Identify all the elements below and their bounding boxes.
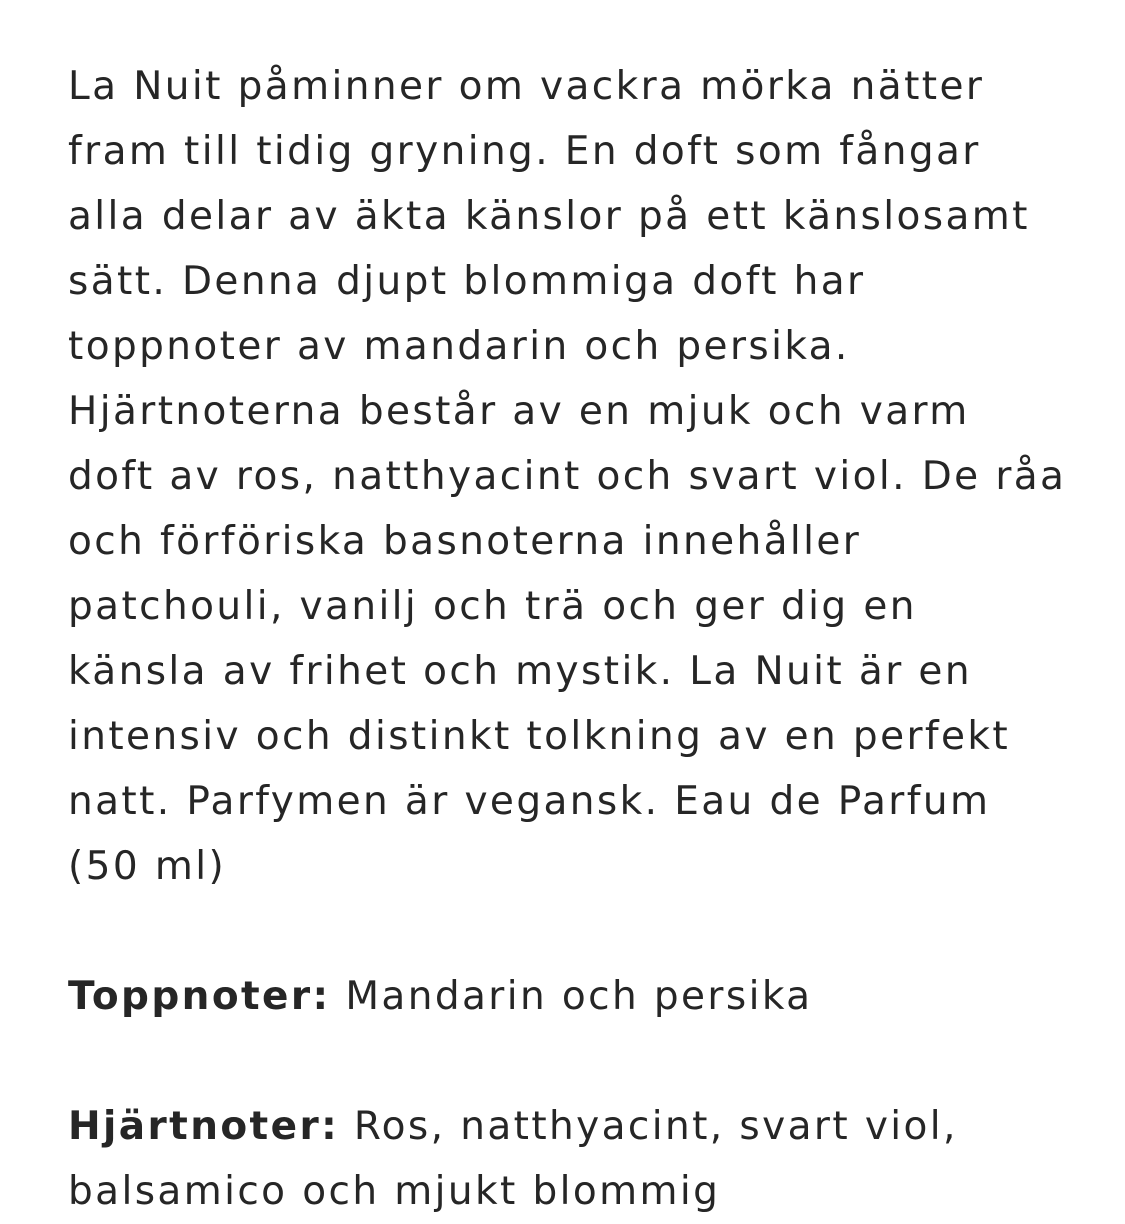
heart-notes	[68, 1094, 1068, 1224]
product-description-section	[68, 54, 1068, 1224]
heart-notes-value: Ros, natthyacint, svart viol, balsamico och mjukt blommig	[68, 1104, 958, 1214]
heart-notes-label: Hjärtnoter:	[68, 1104, 340, 1149]
product-description: La Nuit påminner om vackra mörka nätter fram till tidig gryning. En doft som fångar alla delar av äkta känslor på ett känslosamt sätt. Denna djupt blommiga doft har toppnoter av mandarin och persika. Hjärtnoterna består av en mjuk och varm doft av ros, natthyacint och svart viol. De råa och förföriska basnoterna innehåller patchouli, vanilj och trä och ger dig en känsla av frihet och mystik. La Nuit är en intensiv och distinkt tolkning av en perfekt natt. Parfymen är vegansk. Eau de Parfum (50 ml)	[68, 64, 1067, 889]
top-notes-value: Mandarin och persika	[345, 974, 813, 1019]
top-notes-label: Toppnoter:	[68, 974, 331, 1019]
top-notes	[68, 964, 1068, 1029]
